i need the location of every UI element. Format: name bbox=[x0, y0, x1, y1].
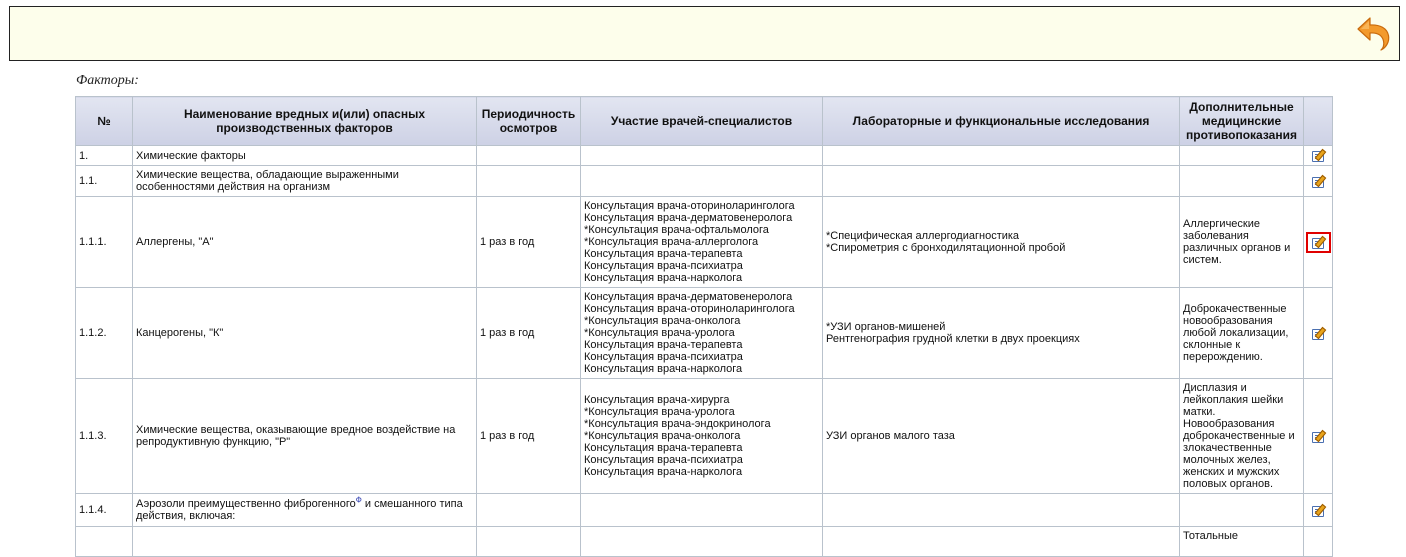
edit-cell bbox=[1304, 379, 1333, 494]
specialists bbox=[581, 494, 823, 527]
factor-name: Химические факторы bbox=[133, 146, 477, 166]
row-number: 1. bbox=[76, 146, 133, 166]
factor-name: Химические вещества, оказывающие вредное воздействие на репродуктивную функцию, "Р" bbox=[133, 379, 477, 494]
factors-table bbox=[75, 96, 1333, 557]
specialists: Консультация врача-дерматовенеролога Консультация врача-оториноларинголога *Консультация врача-онколога *Консультация врача-уролога Консультация врача-терапевта Консультация врача-психиатра Консультация врача-нарколога bbox=[581, 288, 823, 379]
table-row bbox=[76, 146, 1333, 166]
factor-name: Химические вещества, обладающие выраженными особенностями действия на организм bbox=[133, 166, 477, 197]
edit-icon[interactable] bbox=[1312, 150, 1325, 161]
column-header-actions bbox=[1304, 97, 1333, 146]
edit-cell bbox=[1304, 288, 1333, 379]
periodicity: 1 раз в год bbox=[477, 288, 581, 379]
edit-icon[interactable] bbox=[1312, 505, 1325, 516]
row-number: 1.1.1. bbox=[76, 197, 133, 288]
column-header-periodicity[interactable]: Периодичность осмотров bbox=[477, 97, 581, 146]
edit-icon[interactable] bbox=[1312, 176, 1325, 187]
factor-name bbox=[133, 527, 477, 557]
table-row bbox=[76, 527, 1333, 557]
lab-tests bbox=[823, 494, 1180, 527]
lab-tests bbox=[823, 146, 1180, 166]
specialists bbox=[581, 527, 823, 557]
contraindications bbox=[1180, 166, 1304, 197]
periodicity: 1 раз в год bbox=[477, 379, 581, 494]
table-row bbox=[76, 494, 1333, 527]
edit-icon[interactable] bbox=[1312, 431, 1325, 442]
edit-cell bbox=[1304, 166, 1333, 197]
specialists: Консультация врача-хирурга *Консультация врача-уролога *Консультация врача-эндокринолога *Консультация врача-онколога Консультация врача-терапевта Консультация врача-психиатра Консультация врача-нарколога bbox=[581, 379, 823, 494]
contraindications bbox=[1180, 146, 1304, 166]
table-header-row bbox=[76, 97, 1333, 146]
column-header-contraindications[interactable]: Дополнительные медицинские противопоказания bbox=[1180, 97, 1304, 146]
periodicity bbox=[477, 166, 581, 197]
edit-icon[interactable] bbox=[1312, 237, 1325, 248]
edit-cell bbox=[1304, 197, 1333, 288]
factor-name: Канцерогены, "К" bbox=[133, 288, 477, 379]
lab-tests: УЗИ органов малого таза bbox=[823, 379, 1180, 494]
row-number: 1.1.3. bbox=[76, 379, 133, 494]
footnote-link[interactable]: Ф bbox=[355, 495, 362, 505]
lab-tests: *Специфическая аллергодиагностика *Спирометрия с бронходилятационной пробой bbox=[823, 197, 1180, 288]
table-row bbox=[76, 197, 1333, 288]
row-number: 1.1. bbox=[76, 166, 133, 197]
column-header-factor-name[interactable]: Наименование вредных и(или) опасных производственных факторов bbox=[133, 97, 477, 146]
specialists: Консультация врача-оториноларинголога Консультация врача-дерматовенеролога *Консультация врача-офтальмолога *Консультация врача-аллерголога Консультация врача-терапевта Консультация врача-психиатра Консультация врача-нарколога bbox=[581, 197, 823, 288]
factor-name: Аэрозоли преимущественно фиброгенного$^Ф$ и смешанного типа действия, включая: bbox=[133, 494, 477, 527]
periodicity: 1 раз в год bbox=[477, 197, 581, 288]
periodicity bbox=[477, 146, 581, 166]
periodicity bbox=[477, 494, 581, 527]
lab-tests bbox=[823, 166, 1180, 197]
row-number bbox=[76, 527, 133, 557]
contraindications: Аллергические заболевания различных органов и систем. bbox=[1180, 197, 1304, 288]
edit-icon[interactable] bbox=[1312, 328, 1325, 339]
specialists bbox=[581, 146, 823, 166]
periodicity bbox=[477, 527, 581, 557]
edit-cell bbox=[1304, 494, 1333, 527]
edit-cell bbox=[1304, 527, 1333, 557]
column-header-lab-tests[interactable]: Лабораторные и функциональные исследования bbox=[823, 97, 1180, 146]
column-header-number[interactable]: № bbox=[76, 97, 133, 146]
row-number: 1.1.2. bbox=[76, 288, 133, 379]
specialists bbox=[581, 166, 823, 197]
column-header-specialists[interactable]: Участие врачей-специалистов bbox=[581, 97, 823, 146]
lab-tests bbox=[823, 527, 1180, 557]
contraindications: Дисплазия и лейкоплакия шейки матки. Новообразования доброкачественные и злокачественные молочных желез, женских и мужских половых органов. bbox=[1180, 379, 1304, 494]
contraindications: Тотальные bbox=[1180, 527, 1304, 557]
table-row bbox=[76, 288, 1333, 379]
lab-tests: *УЗИ органов-мишеней Рентгенография грудной клетки в двух проекциях bbox=[823, 288, 1180, 379]
row-number: 1.1.4. bbox=[76, 494, 133, 527]
table-row bbox=[76, 166, 1333, 197]
back-button[interactable] bbox=[1356, 15, 1390, 51]
contraindications bbox=[1180, 494, 1304, 527]
section-title: Факторы: bbox=[76, 73, 139, 88]
edit-cell bbox=[1304, 146, 1333, 166]
undo-arrow-icon bbox=[1356, 15, 1390, 51]
table-row bbox=[76, 379, 1333, 494]
factor-name: Аллергены, "А" bbox=[133, 197, 477, 288]
highlighted-edit-button[interactable] bbox=[1306, 232, 1331, 253]
contraindications: Доброкачественные новообразования любой локализации, склонные к перерождению. bbox=[1180, 288, 1304, 379]
top-toolbar bbox=[9, 6, 1400, 61]
